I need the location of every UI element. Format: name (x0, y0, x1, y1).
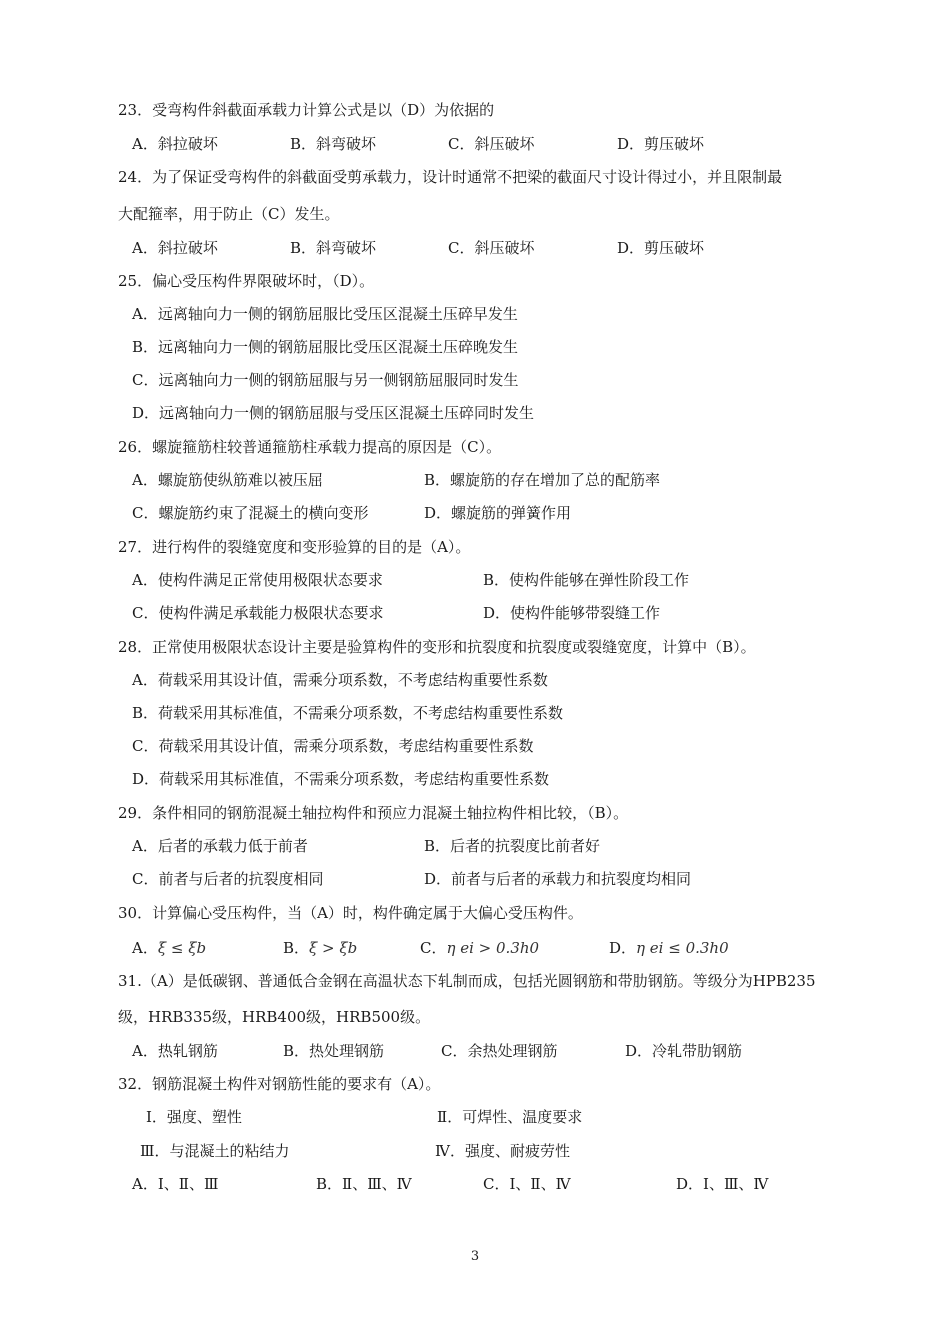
question-25-option-c: C．远离轴向力一侧的钢筋屈服与另一侧钢筋屈服同时发生 (132, 371, 519, 389)
question-28-stem: 28．正常使用极限状态设计主要是验算构件的变形和抗裂度和抗裂度或裂缝宽度，计算中（B）。 (118, 638, 756, 656)
question-32-item-2: Ⅱ．可焊性、温度要求 (437, 1108, 583, 1126)
question-32-option-a: A．Ⅰ、Ⅱ、Ⅲ (132, 1175, 219, 1193)
question-31-stem-line-1: 31.（A）是低碳钢、普通低合金钢在高温状态下轧制而成，包括光圆钢筋和带肋钢筋。等级分为HPB235 (118, 972, 816, 990)
question-26-option-a: A．螺旋筋使纵筋难以被压屈 (132, 471, 323, 489)
question-31-option-b: B．热处理钢筋 (283, 1042, 385, 1060)
question-24-stem-line-2: 大配箍率，用于防止（C）发生。 (118, 205, 340, 223)
question-32-stem: 32．钢筋混凝土构件对钢筋性能的要求有（A）。 (118, 1075, 441, 1093)
question-24-option-d: D．剪压破坏 (617, 239, 705, 257)
question-28-option-c: C．荷载采用其设计值，需乘分项系数，考虑结构重要性系数 (132, 737, 534, 755)
question-24-option-c: C．斜压破坏 (448, 239, 535, 257)
question-27-option-c: C．使构件满足承载能力极限状态要求 (132, 604, 384, 622)
question-32-option-d: D．Ⅰ、Ⅲ、Ⅳ (676, 1175, 769, 1193)
question-31-option-c: C．余热处理钢筋 (441, 1042, 558, 1060)
question-24-option-b: B．斜弯破坏 (290, 239, 377, 257)
question-27-option-d: D．使构件能够带裂缝工作 (483, 604, 661, 622)
question-26-stem: 26．螺旋箍筋柱较普通箍筋柱承载力提高的原因是（C）。 (118, 438, 502, 456)
option-letter: B． (283, 939, 310, 957)
option-letter: D． (609, 939, 637, 957)
question-27-option-b: B．使构件能够在弹性阶段工作 (483, 571, 690, 589)
question-26-option-b: B．螺旋筋的存在增加了总的配筋率 (424, 471, 661, 489)
question-29-option-d: D．前者与后者的承载力和抗裂度均相同 (424, 870, 692, 888)
question-25-stem: 25．偏心受压构件界限破坏时，（D）。 (118, 272, 375, 290)
question-32-option-b: B．Ⅱ、Ⅲ、Ⅳ (316, 1175, 412, 1193)
question-24-option-a: A．斜拉破坏 (132, 239, 218, 257)
question-29-option-c: C．前者与后者的抗裂度相同 (132, 870, 324, 888)
question-29-stem: 29．条件相同的钢筋混凝土轴拉构件和预应力混凝土轴拉构件相比较，（B）。 (118, 804, 629, 822)
question-30-stem: 30．计算偏心受压构件，当（A）时，构件确定属于大偏心受压构件。 (118, 904, 583, 922)
formula-eta-ei-gt-03h0: η ei > 0.3h0 (446, 939, 540, 957)
question-32-item-1: Ⅰ．强度、塑性 (146, 1108, 242, 1126)
question-29-option-a: A．后者的承载力低于前者 (132, 837, 308, 855)
question-30-option-b (283, 938, 357, 958)
question-23-stem: 23．受弯构件斜截面承载力计算公式是以（D）为依据的 (118, 101, 495, 119)
question-26-option-d: D．螺旋筋的弹簧作用 (424, 504, 572, 522)
question-31-option-a: A．热轧钢筋 (132, 1042, 218, 1060)
question-25-option-b: B．远离轴向力一侧的钢筋屈服比受压区混凝土压碎晚发生 (132, 338, 519, 356)
question-31-stem-line-2: 级，HRB335级，HRB400级，HRB500级。 (118, 1008, 431, 1026)
question-28-option-b: B．荷载采用其标准值，不需乘分项系数，不考虑结构重要性系数 (132, 704, 564, 722)
question-32-item-4: Ⅳ．强度、耐疲劳性 (435, 1142, 570, 1160)
option-letter: C． (420, 939, 447, 957)
page-number: 3 (470, 1249, 480, 1264)
question-25-option-a: A．远离轴向力一侧的钢筋屈服比受压区混凝土压碎早发生 (132, 305, 518, 323)
question-30-option-a (132, 938, 206, 958)
formula-xi-le-xib: ξ ≤ ξb (157, 939, 207, 957)
question-23-option-c: C．斜压破坏 (448, 135, 535, 153)
question-26-option-c: C．螺旋筋约束了混凝土的横向变形 (132, 504, 369, 522)
question-28-option-d: D．荷载采用其标准值，不需乘分项系数，考虑结构重要性系数 (132, 770, 550, 788)
question-30-option-d (609, 938, 729, 958)
question-32-option-c: C．Ⅰ、Ⅱ、Ⅳ (483, 1175, 571, 1193)
question-29-option-b: B．后者的抗裂度比前者好 (424, 837, 601, 855)
question-25-option-d: D．远离轴向力一侧的钢筋屈服与受压区混凝土压碎同时发生 (132, 404, 535, 422)
formula-xi-gt-xib: ξ > ξb (309, 939, 358, 957)
question-27-stem: 27．进行构件的裂缝宽度和变形验算的目的是（A）。 (118, 538, 471, 556)
option-letter: A． (132, 939, 158, 957)
question-23-option-d: D．剪压破坏 (617, 135, 705, 153)
question-32-item-3: Ⅲ．与混凝土的粘结力 (140, 1142, 290, 1160)
formula-eta-ei-le-03h0: η ei ≤ 0.3h0 (636, 939, 729, 957)
question-30-option-c (420, 938, 539, 958)
question-27-option-a: A．使构件满足正常使用极限状态要求 (132, 571, 383, 589)
question-24-stem-line-1: 24．为了保证受弯构件的斜截面受剪承载力，设计时通常不把梁的截面尺寸设计得过小，并且限制最 (118, 168, 783, 186)
question-23-option-b: B．斜弯破坏 (290, 135, 377, 153)
question-23-option-a: A．斜拉破坏 (132, 135, 218, 153)
question-28-option-a: A．荷载采用其设计值，需乘分项系数，不考虑结构重要性系数 (132, 671, 548, 689)
question-31-option-d: D．冷轧带肋钢筋 (625, 1042, 743, 1060)
